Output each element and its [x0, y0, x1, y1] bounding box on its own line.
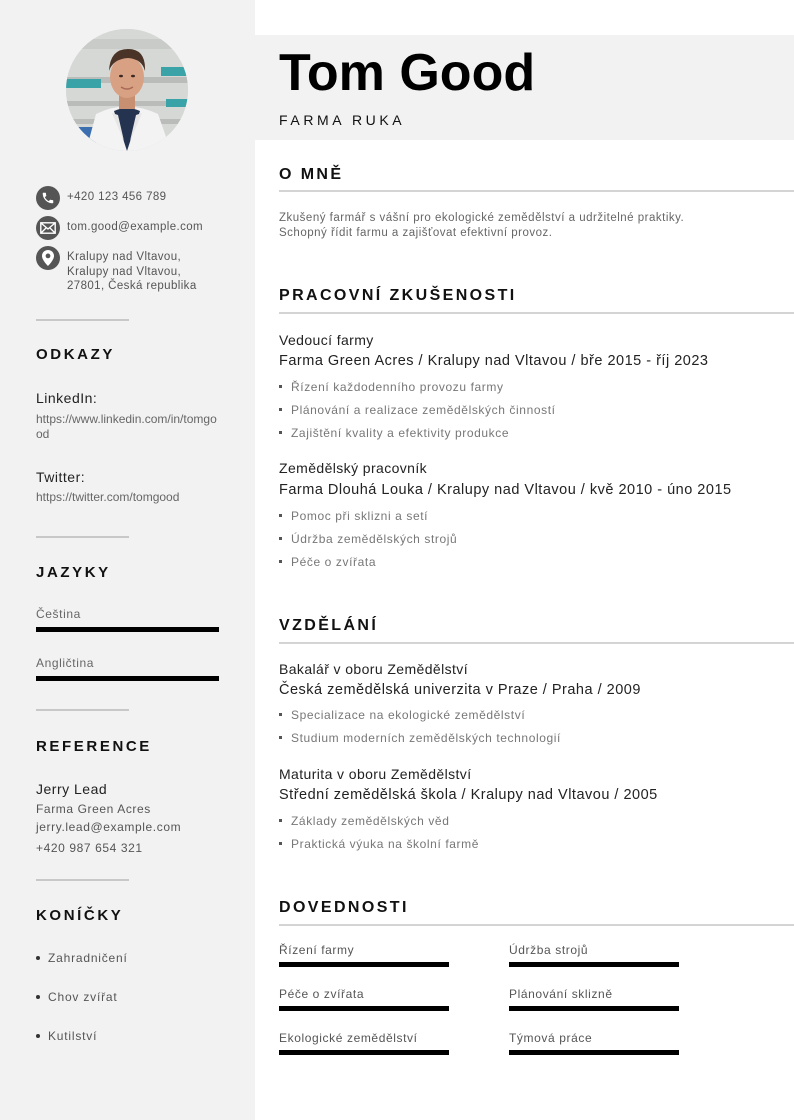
contact-phone — [36, 186, 166, 210]
address-line-1: Kralupy nad Vltavou, — [67, 251, 182, 263]
bullet-icon — [279, 560, 282, 563]
education-bullet — [279, 814, 449, 828]
education-heading: VZDĚLÁNÍ — [279, 617, 379, 634]
section-rule — [279, 190, 794, 192]
twitter-url[interactable]: https://twitter.com/tomgood — [36, 490, 180, 504]
education-title: Bakalář v oboru Zemědělství — [279, 661, 468, 677]
bullet-icon — [279, 819, 282, 822]
languages-heading: JAZYKY — [36, 564, 111, 581]
candidate-role: FARMA RUKA — [279, 112, 406, 128]
skill-level-bar — [509, 1050, 679, 1055]
skill-level-bar — [279, 1006, 449, 1011]
bullet-text: Specializace na ekologické zemědělství — [291, 708, 526, 722]
bullet-text: Zajištění kvality a efektivity produkce — [291, 426, 510, 440]
job-title: Vedoucí farmy — [279, 332, 374, 348]
reference-email[interactable]: jerry.lead@example.com — [36, 820, 182, 834]
skills-heading: DOVEDNOSTI — [279, 899, 409, 916]
education-bullet — [279, 731, 561, 745]
bullet-text: Péče o zvířata — [291, 555, 377, 569]
email-address[interactable]: tom.good@example.com — [67, 221, 204, 233]
job-bullet — [279, 532, 457, 546]
skill-level-fill — [509, 962, 679, 967]
hobby-label: Kutilství — [48, 1029, 98, 1043]
about-text — [279, 211, 779, 241]
about-line: Zkušený farmář s vášní pro ekologické zemědělství a udržitelné praktiky. — [279, 212, 685, 224]
bullet-icon — [279, 736, 282, 739]
phone-number: +420 123 456 789 — [67, 191, 167, 203]
language-level-bar — [36, 676, 219, 681]
bullet-text: Studium moderních zemědělských technologií — [291, 731, 561, 745]
linkedin-label: LinkedIn: — [36, 390, 98, 406]
skill-label: Ekologické zemědělství — [279, 1031, 418, 1045]
address-line-2: Kralupy nad Vltavou, — [67, 265, 182, 278]
job-title: Zemědělský pracovník — [279, 460, 428, 476]
skill-level-fill — [509, 1006, 679, 1011]
hobby-item — [36, 951, 128, 965]
twitter-label: Twitter: — [36, 469, 86, 485]
contact-email — [36, 216, 203, 240]
sidebar-divider — [36, 879, 129, 881]
bullet-text: Řízení každodenního provozu farmy — [291, 380, 504, 394]
job-subtitle: Farma Green Acres / Kralupy nad Vltavou / bře 2015 - říj 2023 — [279, 353, 709, 369]
skill-label: Řízení farmy — [279, 943, 355, 957]
job-bullet — [279, 426, 509, 440]
links-heading: ODKAZY — [36, 346, 115, 363]
bullet-icon — [279, 713, 282, 716]
education-bullet — [279, 837, 479, 851]
job-bullet — [279, 555, 376, 569]
bullet-icon — [279, 431, 282, 434]
references-heading: REFERENCE — [36, 738, 152, 755]
skill-level-fill — [279, 1006, 449, 1011]
skill-level-fill — [279, 1050, 449, 1055]
bullet-text: Základy zemědělských věd — [291, 814, 450, 828]
education-bullet — [279, 708, 525, 722]
hobbies-heading: KONÍČKY — [36, 907, 124, 924]
education-subtitle: Střední zemědělská škola / Kralupy nad Vltavou / 2005 — [279, 787, 658, 803]
bullet-icon — [36, 956, 40, 960]
reference-phone: +420 987 654 321 — [36, 841, 143, 855]
hobby-label: Zahradničení — [48, 951, 128, 965]
skill-level-bar — [509, 1006, 679, 1011]
bullet-text: Pomoc při sklizni a setí — [291, 509, 429, 523]
profile-photo — [66, 29, 188, 151]
job-bullet — [279, 509, 428, 523]
bullet-icon — [279, 385, 282, 388]
section-rule — [279, 642, 794, 644]
section-rule — [279, 924, 794, 926]
language-level-fill — [36, 627, 219, 632]
job-bullet — [279, 403, 556, 417]
skill-label: Týmová práce — [509, 1031, 593, 1045]
skill-level-fill — [509, 1050, 679, 1055]
language-label: Angličtina — [36, 656, 95, 670]
sidebar-divider — [36, 536, 129, 538]
skill-label: Plánování sklizně — [509, 987, 613, 1001]
sidebar — [0, 0, 255, 1120]
language-level-fill — [36, 676, 219, 681]
bullet-icon — [36, 1034, 40, 1038]
skill-label: Péče o zvířata — [279, 987, 365, 1001]
job-subtitle: Farma Dlouhá Louka / Kralupy nad Vltavou / kvě 2010 - úno 2015 — [279, 482, 732, 498]
hobby-label: Chov zvířat — [48, 990, 118, 1004]
map-pin-icon — [36, 246, 60, 270]
bullet-icon — [279, 842, 282, 845]
portrait-image — [66, 29, 188, 151]
skill-level-bar — [279, 962, 449, 967]
phone-icon — [36, 186, 60, 210]
job-bullet — [279, 380, 504, 394]
linkedin-url[interactable]: https://www.linkedin.com/in/tomgood — [36, 412, 217, 441]
skill-level-bar — [279, 1050, 449, 1055]
contact-address — [36, 246, 197, 294]
envelope-icon — [36, 216, 60, 240]
bullet-icon — [279, 537, 282, 540]
reference-company: Farma Green Acres — [36, 802, 151, 816]
section-rule — [279, 312, 794, 314]
sidebar-divider — [36, 709, 129, 711]
hobby-item — [36, 990, 118, 1004]
language-label: Čeština — [36, 607, 81, 621]
address-line-3: 27801, Česká republika — [67, 280, 197, 292]
hobby-item — [36, 1029, 97, 1043]
bullet-text: Plánování a realizace zemědělských činností — [291, 403, 556, 417]
candidate-name: Tom Good — [279, 44, 536, 102]
address — [67, 246, 197, 294]
bullet-icon — [279, 514, 282, 517]
bullet-icon — [279, 408, 282, 411]
education-subtitle: Česká zemědělská univerzita v Praze / Praha / 2009 — [279, 682, 641, 698]
education-title: Maturita v oboru Zemědělství — [279, 766, 472, 782]
reference-name: Jerry Lead — [36, 781, 108, 797]
language-level-bar — [36, 627, 219, 632]
skill-level-fill — [279, 962, 449, 967]
about-heading: O MNĚ — [279, 166, 344, 183]
bullet-text: Údržba zemědělských strojů — [291, 532, 458, 546]
sidebar-divider — [36, 319, 129, 321]
experience-heading: PRACOVNÍ ZKUŠENOSTI — [279, 287, 517, 304]
skill-label: Údržba strojů — [509, 943, 589, 957]
bullet-text: Praktická výuka na školní farmě — [291, 837, 480, 851]
bullet-icon — [36, 995, 40, 999]
skill-level-bar — [509, 962, 679, 967]
about-line: Schopný řídit farmu a zajišťovat efektivní provoz. — [279, 227, 553, 239]
